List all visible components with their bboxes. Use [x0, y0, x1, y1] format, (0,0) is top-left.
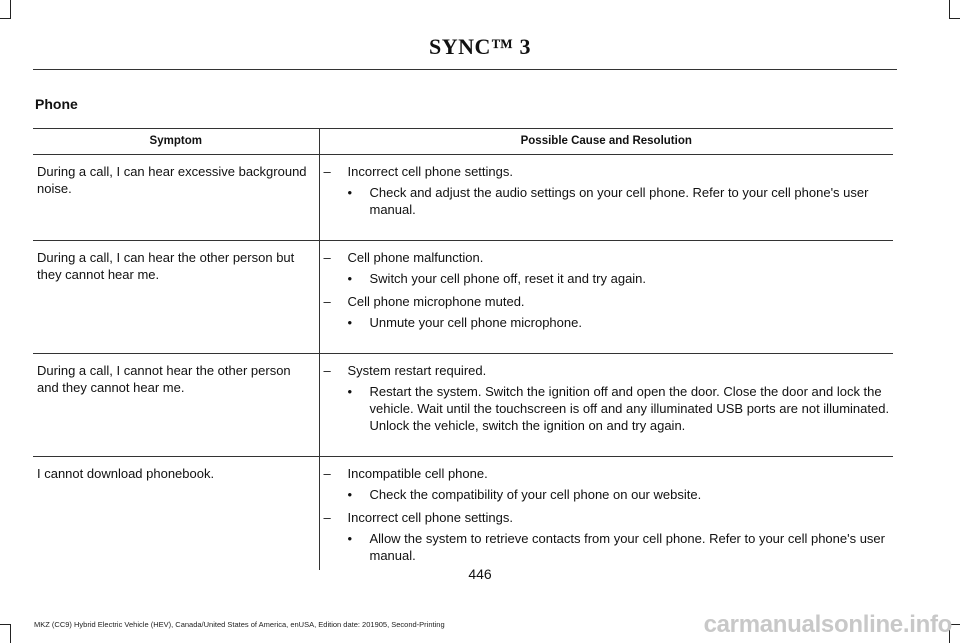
- header-divider: [33, 69, 897, 70]
- column-header-cause: Possible Cause and Resolution: [319, 129, 893, 155]
- cause-item: [324, 465, 894, 482]
- cause-cell: [319, 155, 893, 241]
- cause-text: Incorrect cell phone settings.: [347, 164, 513, 179]
- resolution-item: [348, 530, 894, 564]
- symptom-cell: I cannot download phonebook.: [33, 457, 319, 571]
- page-header-title: SYNC™ 3: [429, 34, 531, 59]
- bullet-icon: •: [347, 315, 353, 330]
- symptom-cell: During a call, I cannot hear the other person and they cannot hear me.: [33, 354, 319, 457]
- resolution-item: [348, 383, 894, 434]
- cause-cell: [319, 457, 893, 571]
- dash-marker: –: [323, 466, 331, 481]
- resolution-item: [348, 270, 894, 287]
- table-row: [33, 354, 893, 457]
- cause-item: [324, 163, 894, 180]
- resolution-text: Check the compatibility of your cell phone on our website.: [369, 487, 702, 502]
- watermark: carmanualsonline.info: [703, 611, 952, 638]
- footer-edition-info: MKZ (CC9) Hybrid Electric Vehicle (HEV), Canada/United States of America, enUSA, Edition date: 201905, Second-Printing: [34, 620, 445, 629]
- bullet-icon: •: [347, 384, 353, 399]
- cause-item: [324, 509, 894, 526]
- resolution-text: Restart the system. Switch the ignition off and open the door. Close the door and lock the vehicle. Wait until the touchscreen is off and any illuminated USB ports are not illuminated. Unlock the vehicle, switch the ignition on and try again.: [369, 384, 890, 433]
- table-row: [33, 241, 893, 354]
- cause-item: [324, 249, 894, 266]
- column-header-symptom: Symptom: [33, 129, 319, 155]
- dash-marker: –: [323, 164, 331, 179]
- table-row: [33, 155, 893, 241]
- bullet-icon: •: [347, 271, 353, 286]
- cause-text: Cell phone microphone muted.: [347, 294, 525, 309]
- section-title: Phone: [35, 96, 78, 112]
- crop-mark: [10, 0, 11, 18]
- cause-cell: [319, 354, 893, 457]
- symptom-cell: During a call, I can hear the other person but they cannot hear me.: [33, 241, 319, 354]
- cause-text: Cell phone malfunction.: [347, 250, 484, 265]
- crop-mark: [0, 624, 11, 625]
- dash-marker: –: [323, 250, 331, 265]
- page-number: 446: [468, 566, 492, 582]
- resolution-text: Switch your cell phone off, reset it and try again.: [369, 271, 647, 286]
- resolution-item: [348, 486, 894, 503]
- table-header-row: [33, 129, 893, 155]
- symptom-cell: During a call, I can hear excessive background noise.: [33, 155, 319, 241]
- cause-cell: [319, 241, 893, 354]
- cause-text: System restart required.: [347, 363, 487, 378]
- table-body: [33, 155, 893, 571]
- table-row: [33, 457, 893, 571]
- resolution-text: Allow the system to retrieve contacts from your cell phone. Refer to your cell phone's user manual.: [369, 531, 885, 563]
- resolution-item: [348, 184, 894, 218]
- bullet-icon: •: [347, 531, 353, 546]
- dash-marker: –: [323, 510, 331, 525]
- resolution-item: [348, 314, 894, 331]
- cause-text: Incorrect cell phone settings.: [347, 510, 513, 525]
- bullet-icon: •: [347, 185, 353, 200]
- crop-mark: [949, 0, 950, 18]
- cause-item: [324, 362, 894, 379]
- bullet-icon: •: [347, 487, 353, 502]
- resolution-text: Unmute your cell phone microphone.: [369, 315, 582, 330]
- crop-mark: [949, 18, 960, 19]
- resolution-text: Check and adjust the audio settings on your cell phone. Refer to your cell phone's user manual.: [369, 185, 869, 217]
- dash-marker: –: [323, 294, 331, 309]
- cause-text: Incompatible cell phone.: [347, 466, 488, 481]
- cause-item: [324, 293, 894, 310]
- dash-marker: –: [323, 363, 331, 378]
- crop-mark: [0, 18, 11, 19]
- crop-mark: [10, 625, 11, 643]
- troubleshooting-table: [33, 128, 893, 570]
